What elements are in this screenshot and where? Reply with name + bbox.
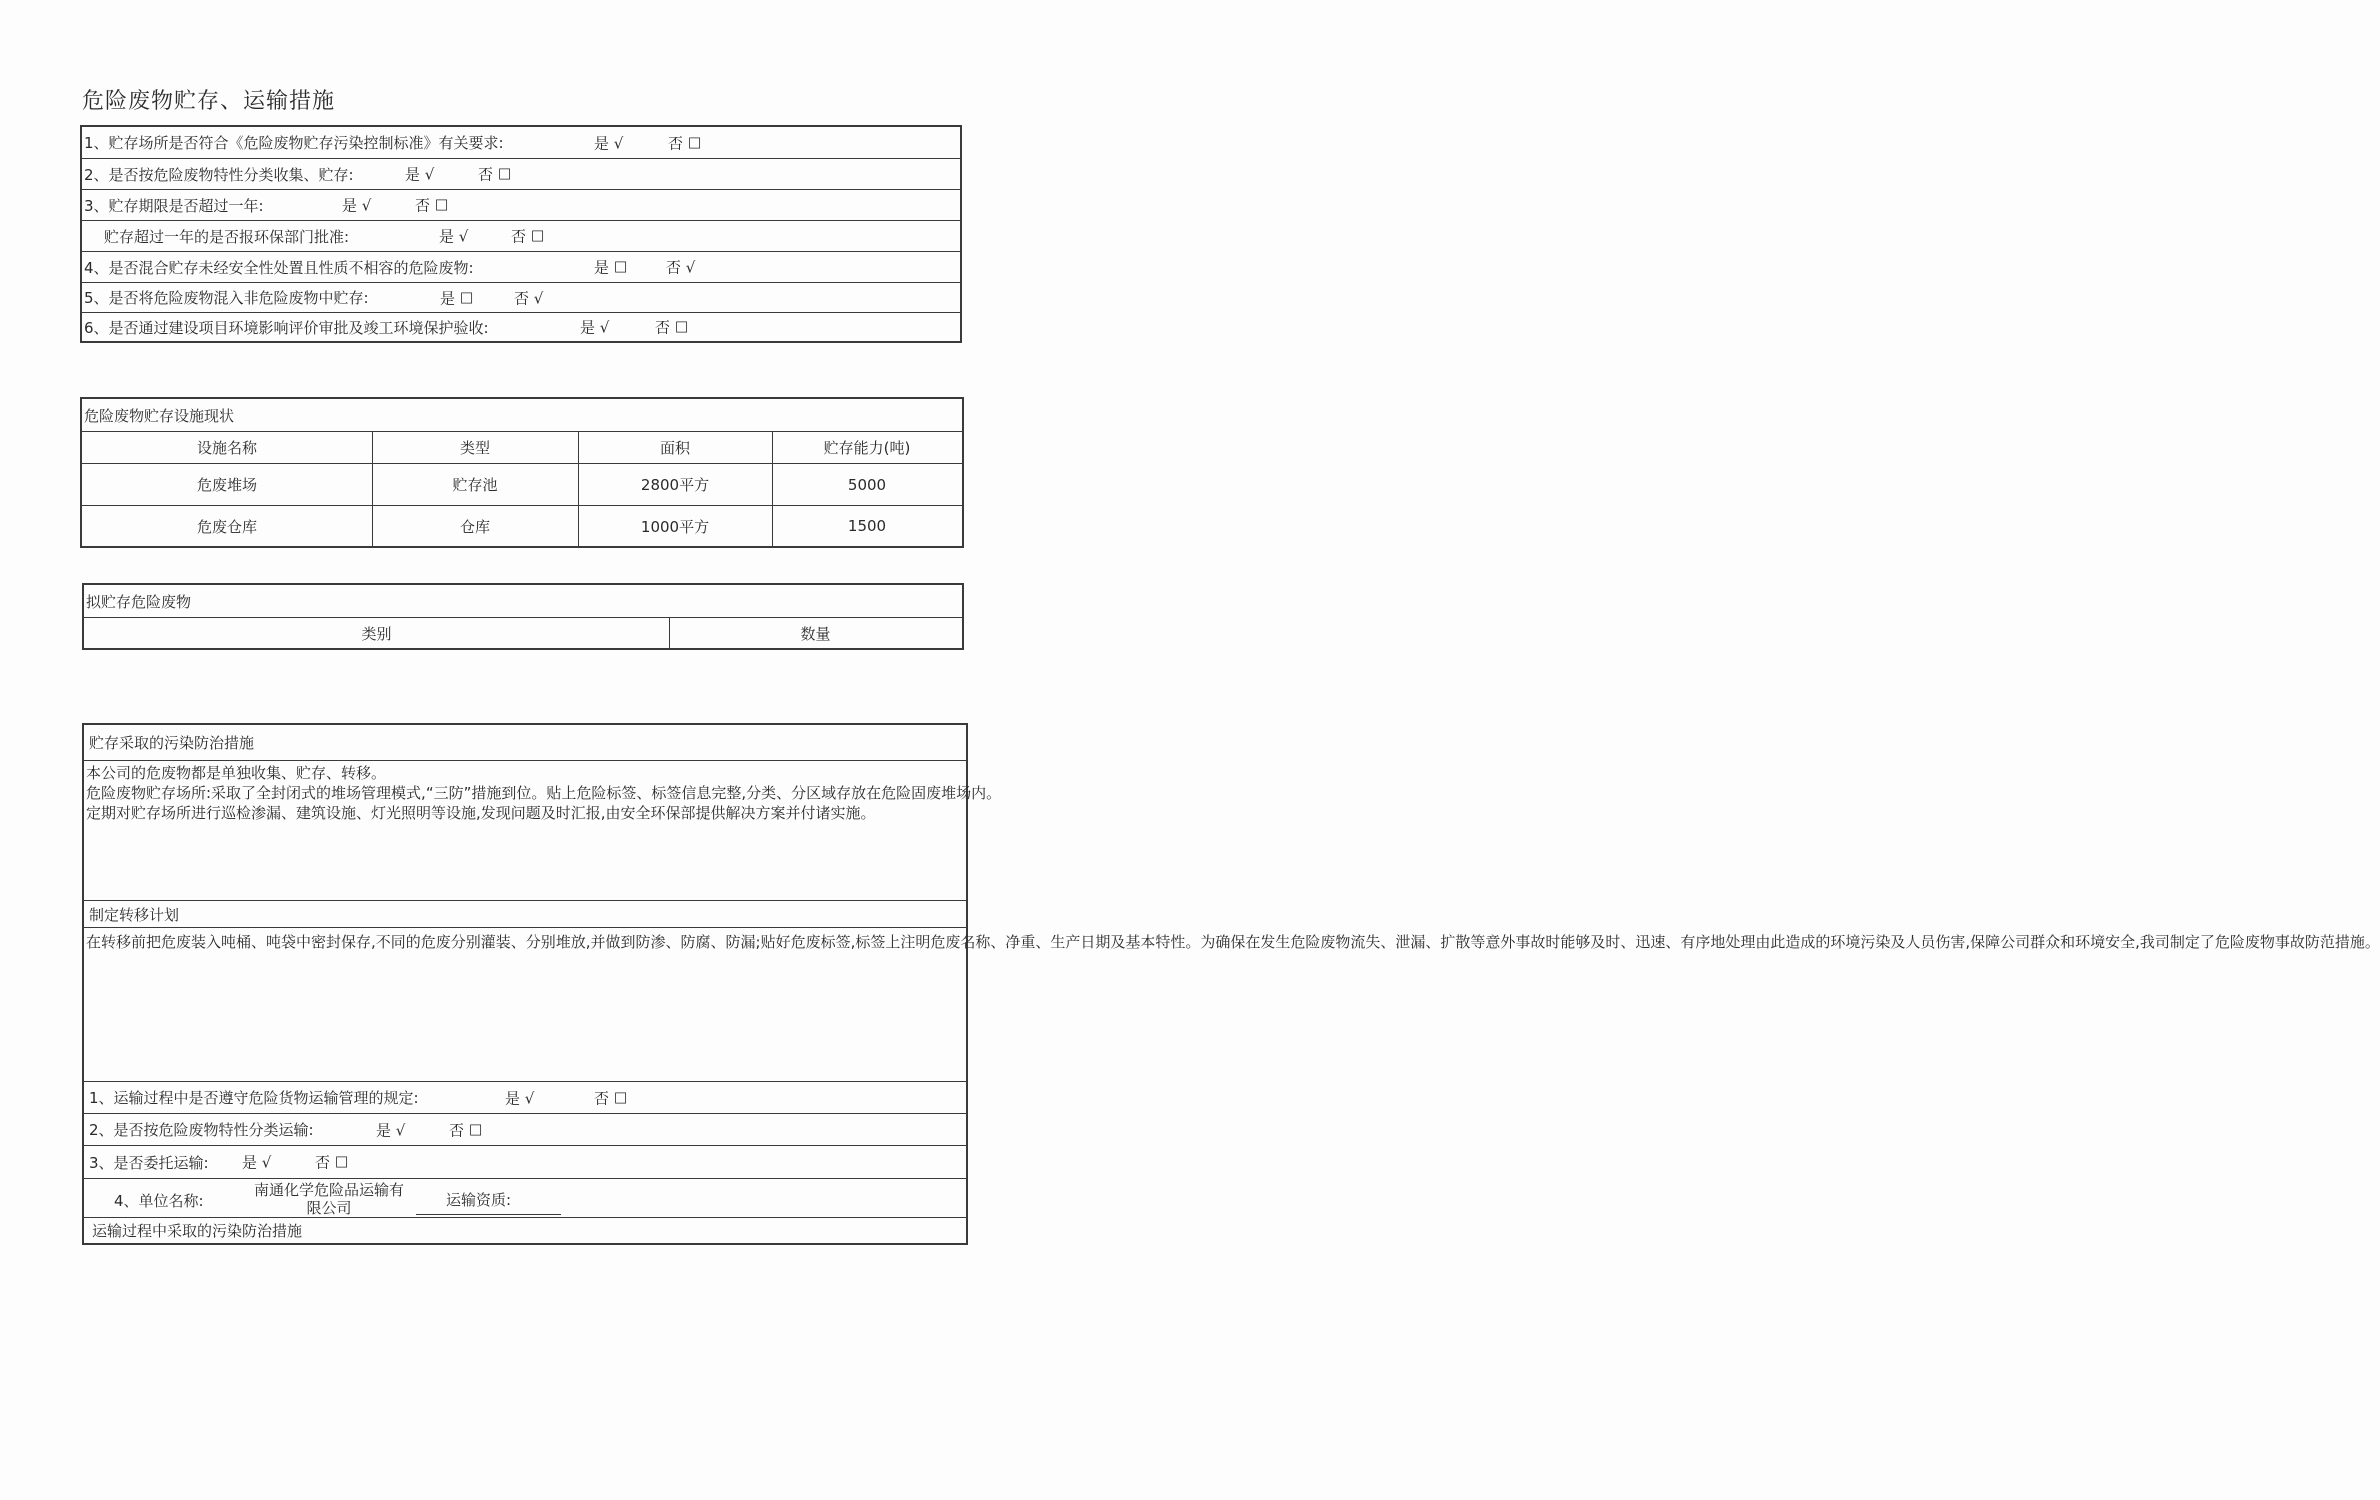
col-header-quantity: 数量 [800, 624, 831, 643]
facility-capacity: 5000 [847, 475, 887, 494]
no-option[interactable]: 否 ☐ [315, 1153, 349, 1172]
facility-area: 1000平方 [640, 517, 710, 536]
facility-row-1 [82, 464, 962, 506]
check-question: 3、是否委托运输: [89, 1153, 209, 1172]
facilities-heading-text: 危险废物贮存设施现状 [84, 406, 235, 425]
transfer-plan-body [84, 928, 2380, 1082]
measures-line-1: 本公司的危废物都是单独收集、贮存、转移。 [86, 764, 387, 782]
proposed-header-row [84, 618, 962, 648]
measures-line-3: 定期对贮存场所进行巡检渗漏、建筑设施、灯光照明等设施,发现问题及时汇报,由安全环保部提供解决方案并付诸实施。 [86, 804, 876, 822]
unit-label: 4、单位名称: [114, 1192, 204, 1210]
check-question: 2、是否按危险废物特性分类收集、贮存: [84, 165, 354, 184]
col-header-category: 类别 [361, 624, 392, 643]
measures-text [86, 763, 1002, 823]
storage-checks-table [80, 125, 962, 343]
transfer-plan-heading [84, 901, 966, 928]
measures-heading-text: 贮存采取的污染防治措施 [89, 734, 255, 752]
check-row-1 [82, 127, 960, 159]
transfer-plan-text [86, 932, 2380, 952]
check-question: 2、是否按危险废物特性分类运输: [89, 1121, 314, 1139]
qualification-label: 运输资质: [446, 1191, 512, 1209]
transport-measures-row [84, 1218, 966, 1243]
no-option[interactable]: 否 ☐ [594, 1089, 628, 1107]
yes-option[interactable]: 是 √ [242, 1153, 272, 1172]
check-row-5 [82, 283, 960, 313]
yes-option[interactable]: 是 ☐ [440, 289, 474, 307]
measures-transport-table [82, 723, 2380, 1245]
transport-check-3 [84, 1146, 966, 1179]
facility-area: 2800平方 [640, 476, 710, 494]
check-row-4 [82, 252, 960, 283]
yes-option[interactable]: 是 √ [580, 318, 610, 337]
unit-name-line-2: 限公司 [306, 1199, 352, 1217]
no-option[interactable]: 否 ☐ [478, 165, 512, 184]
check-question: 6、是否通过建设项目环境影响评价审批及竣工环境保护验收: [84, 318, 489, 337]
col-header-capacity: 贮存能力(吨) [823, 439, 911, 457]
no-option[interactable]: 否 ☐ [511, 227, 545, 246]
check-question: 1、运输过程中是否遵守危险货物运输管理的规定: [89, 1089, 419, 1107]
no-option[interactable]: 否 ☐ [668, 134, 702, 152]
facility-type: 仓库 [459, 517, 490, 536]
check-row-3 [82, 190, 960, 221]
check-row-2 [82, 159, 960, 190]
unit-row [84, 1179, 966, 1218]
transport-check-2 [84, 1114, 966, 1146]
no-option[interactable]: 否 ☐ [449, 1121, 483, 1139]
no-option[interactable]: 否 ☐ [655, 318, 689, 337]
check-question: 3、贮存期限是否超过一年: [84, 196, 264, 215]
facilities-header-row [82, 432, 962, 464]
transfer-plan-heading-text: 制定转移计划 [89, 905, 180, 924]
unit-underline [416, 1214, 561, 1215]
measures-heading [84, 725, 966, 761]
no-option[interactable]: 否 ☐ [415, 196, 449, 215]
facility-type: 贮存池 [452, 476, 498, 494]
check-row-6 [82, 313, 960, 341]
measures-body [84, 761, 1002, 901]
transport-measures-label: 运输过程中采取的污染防治措施 [92, 1222, 303, 1240]
facilities-table [80, 397, 964, 548]
yes-option[interactable]: 是 √ [405, 165, 435, 184]
no-option[interactable]: 否 √ [514, 289, 544, 307]
col-header-name: 设施名称 [196, 439, 257, 457]
yes-option[interactable]: 是 √ [505, 1089, 535, 1107]
no-option[interactable]: 否 √ [666, 258, 696, 277]
proposed-waste-table [82, 583, 964, 650]
proposed-heading-text: 拟贮存危险废物 [86, 592, 192, 611]
transport-check-1 [84, 1082, 966, 1114]
check-question: 4、是否混合贮存未经安全性处置且性质不相容的危险废物: [84, 258, 474, 277]
facility-name: 危废仓库 [196, 517, 257, 536]
check-question: 5、是否将危险废物混入非危险废物中贮存: [84, 289, 369, 307]
unit-name [234, 1181, 424, 1217]
facility-name: 危废堆场 [196, 476, 257, 494]
facilities-heading [82, 399, 962, 432]
col-header-type: 类型 [459, 439, 490, 457]
yes-option[interactable]: 是 √ [594, 134, 624, 152]
measures-line-2: 危险废物贮存场所:采取了全封闭式的堆场管理模式,“三防”措施到位。贴上危险标签、标签信息完整,分类、分区域存放在危险固废堆场内。 [86, 784, 1002, 802]
yes-option[interactable]: 是 √ [376, 1121, 406, 1139]
yes-option[interactable]: 是 √ [439, 227, 469, 246]
facility-row-2 [82, 506, 962, 546]
proposed-heading [84, 585, 962, 618]
check-question: 贮存超过一年的是否报环保部门批准: [104, 227, 350, 246]
yes-option[interactable]: 是 ☐ [594, 258, 628, 277]
transfer-plan-paragraph: 在转移前把危废装入吨桶、吨袋中密封保存,不同的危废分别灌装、分别堆放,并做到防渗、防腐、防漏;贴好危废标签,标签上注明危废名称、净重、生产日期及基本特性。为确保在发生危险废物流失、泄漏、扩散等意外事故时能够及时、迅速、有序地处理由此造成的环境污染及人员伤害,保障公司群众和环境安全,我司制定了危险废物事故防范措施。 [86, 933, 2380, 951]
unit-name-line-1: 南通化学危险品运输有 [253, 1181, 404, 1199]
check-row-3b [82, 221, 960, 252]
page-title: 危险废物贮存、运输措施 [82, 89, 336, 114]
facility-capacity: 1500 [847, 517, 887, 535]
yes-option[interactable]: 是 √ [342, 196, 372, 215]
col-header-area: 面积 [659, 439, 690, 457]
check-question: 1、贮存场所是否符合《危险废物贮存污染控制标准》有关要求: [84, 134, 504, 152]
